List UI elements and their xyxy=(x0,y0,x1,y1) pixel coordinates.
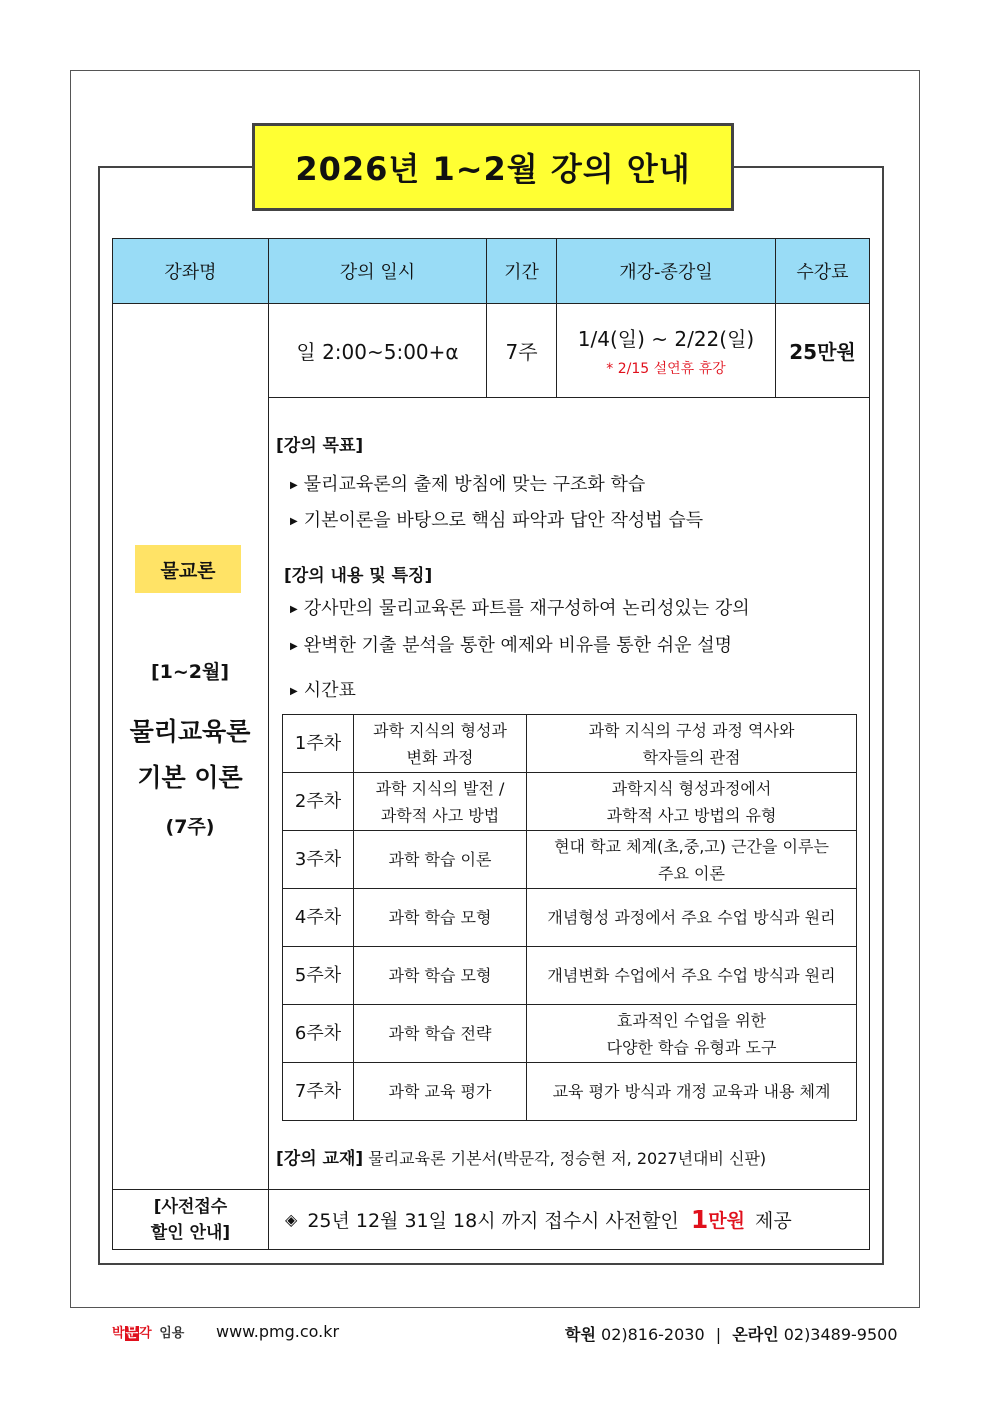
website-link[interactable]: www.pmg.co.kr xyxy=(216,1322,340,1341)
textbook-label: [강의 교재] xyxy=(276,1149,364,1169)
publisher-logo: 박문각 임용 xyxy=(112,1326,185,1341)
week-label: 2주차 xyxy=(283,773,354,831)
academy-phone: 02)816-2030 xyxy=(601,1325,705,1344)
week-description: 교육 평가 방식과 개정 교육과 내용 체계 xyxy=(527,1063,857,1121)
bullet-icon: ▶ xyxy=(290,686,298,697)
header-course-name: 강좌명 xyxy=(112,238,269,304)
discount-amount-number: 1 xyxy=(690,1205,709,1234)
week-label: 4주차 xyxy=(283,889,354,947)
week-description: 과학 지식의 구성 과정 역사와 학자들의 관점 xyxy=(527,715,857,773)
table-row xyxy=(283,715,857,773)
week-topic: 과학 학습 모형 xyxy=(354,889,527,947)
title-banner xyxy=(252,123,734,211)
week-description: 과학지식 형성과정에서 과학적 사고 방법의 유형 xyxy=(527,773,857,831)
header-dates: 개강-종강일 xyxy=(556,238,776,304)
goals-heading: [강의 목표] xyxy=(276,436,364,456)
textbook-line xyxy=(276,1144,766,1169)
week-label: 5주차 xyxy=(283,947,354,1005)
page-title: 2026년 1~2월 강의 안내 xyxy=(295,150,691,188)
week-description: 현대 학교 체계(초,중,고) 근간을 이루는 주요 이론 xyxy=(527,831,857,889)
table-row xyxy=(283,1063,857,1121)
header-duration: 기간 xyxy=(486,238,557,304)
table-row xyxy=(283,773,857,831)
bullet-icon: ▶ xyxy=(290,480,298,491)
discount-suffix: 제공 xyxy=(755,1210,792,1232)
diamond-icon: ◈ xyxy=(285,1210,298,1229)
course-period: [1~2월] xyxy=(150,661,230,683)
textbook-text: 물리교육론 기본서(박문각, 정승현 저, 2027년대비 신판) xyxy=(368,1149,767,1168)
holiday-note: * 2/15 설연휴 휴강 xyxy=(606,361,726,377)
header-schedule: 강의 일시 xyxy=(268,238,487,304)
schedule-table xyxy=(282,714,857,1121)
course-dates: 1/4(일) ~ 2/22(일) xyxy=(577,327,755,351)
bullet-icon: ▶ xyxy=(290,641,298,652)
header-fee: 수강료 xyxy=(775,238,870,304)
bullet-icon: ▶ xyxy=(290,516,298,527)
schedule-time: 일 2:00~5:00+α xyxy=(268,303,487,398)
goal-item: ▶ 물리교육론의 출제 방침에 맞는 구조화 학습 xyxy=(290,474,646,495)
table-row xyxy=(283,1005,857,1063)
table-row xyxy=(283,947,857,1005)
online-phone: 02)3489-9500 xyxy=(783,1325,898,1344)
course-dates-cell xyxy=(556,303,776,398)
table-row xyxy=(283,889,857,947)
week-description: 효과적인 수업을 위한 다양한 학습 유형과 도구 xyxy=(527,1005,857,1063)
course-name-line2: 기본 이론 xyxy=(137,763,243,792)
course-fee: 25만원 xyxy=(775,303,870,398)
bullet-icon: ▶ xyxy=(290,604,298,615)
course-badge: 물교론 xyxy=(135,545,241,593)
week-topic: 과학 지식의 발전 / 과학적 사고 방법 xyxy=(354,773,527,831)
week-topic: 과학 교육 평가 xyxy=(354,1063,527,1121)
discount-label-cell: [사전접수 할인 안내] xyxy=(112,1189,269,1250)
week-label: 3주차 xyxy=(283,831,354,889)
week-topic: 과학 지식의 형성과 변화 과정 xyxy=(354,715,527,773)
week-description: 개념형성 과정에서 주요 수업 방식과 원리 xyxy=(527,889,857,947)
content-heading: [강의 내용 및 특징] xyxy=(284,566,433,586)
content-item: ▶ 완벽한 기출 분석을 통한 예제와 비유를 통한 쉬운 설명 xyxy=(290,635,733,656)
week-topic: 과학 학습 모형 xyxy=(354,947,527,1005)
week-topic: 과학 학습 이론 xyxy=(354,831,527,889)
week-topic: 과학 학습 전략 xyxy=(354,1005,527,1063)
week-label: 7주차 xyxy=(283,1063,354,1121)
course-length: (7주) xyxy=(165,816,215,838)
discount-info xyxy=(268,1189,870,1250)
week-label: 6주차 xyxy=(283,1005,354,1063)
week-description: 개념변화 수업에서 주요 수업 방식과 원리 xyxy=(527,947,857,1005)
week-label: 1주차 xyxy=(283,715,354,773)
content-item: ▶ 시간표 xyxy=(290,680,356,701)
discount-amount-unit: 만원 xyxy=(708,1210,745,1232)
course-name-line1: 물리교육론 xyxy=(129,717,251,746)
content-item: ▶ 강사만의 물리교육론 파트를 재구성하여 논리성있는 강의 xyxy=(290,598,750,619)
course-weeks: 7주 xyxy=(486,303,557,398)
discount-text: 25년 12월 31일 18시 까지 접수시 사전할인 xyxy=(307,1210,679,1232)
goal-item: ▶ 기본이론을 바탕으로 핵심 파악과 답안 작성법 습득 xyxy=(290,510,704,531)
table-row xyxy=(283,831,857,889)
contact-info: 학원 02)816-2030 | 온라인 02)3489-9500 xyxy=(565,1325,898,1344)
